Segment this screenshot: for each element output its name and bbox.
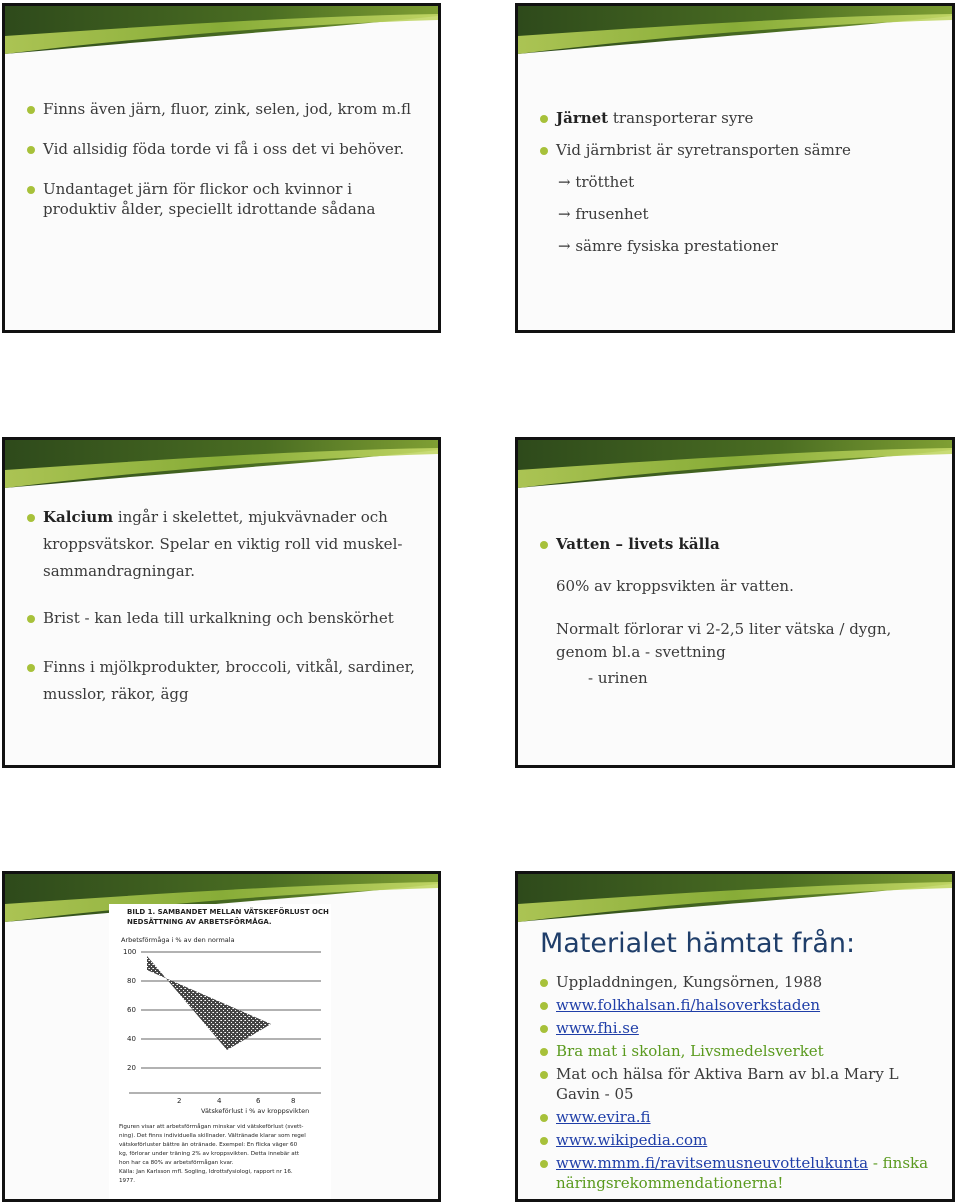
dehydration-figure bbox=[109, 904, 331, 1202]
bullet-dot-icon bbox=[27, 146, 35, 154]
bullet-dot-icon bbox=[27, 186, 35, 194]
source-item bbox=[540, 1107, 936, 1127]
slide-banner bbox=[518, 6, 952, 58]
slide-4 bbox=[515, 437, 955, 768]
bullet-item: Finns i mjölkprodukter, broccoli, vitkål, sardiner, musslor, räkor, ägg bbox=[27, 654, 422, 708]
figure-title: NEDSÄTTNING AV ARBETSFÖRMÅGA. bbox=[127, 918, 272, 926]
slide-body bbox=[540, 108, 936, 268]
svg-text:Figuren visar att arbetsförmåg: Figuren visar att arbetsförmågan minskar vid vätskeförlust (svett- bbox=[119, 1124, 304, 1130]
svg-text:vätskeförluster bättre än oträ: vätskeförluster bättre än otränade. Exempel: En flicka väger 60 bbox=[119, 1142, 298, 1148]
arrow-line: → trötthet bbox=[558, 173, 635, 191]
y-tick-label: 40 bbox=[127, 1035, 136, 1043]
source-link[interactable]: www.folkhalsan.fi/halsoverkstaden bbox=[556, 996, 821, 1014]
bullet-dot-icon bbox=[540, 1114, 548, 1122]
slide-5 bbox=[2, 871, 441, 1202]
slide-banner bbox=[5, 6, 438, 58]
bullet-dot-icon bbox=[540, 115, 548, 123]
source-item bbox=[540, 1018, 936, 1038]
x-axis-label: Vätskeförlust i % av kroppsvikten bbox=[201, 1107, 310, 1115]
arrow-line: → sämre fysiska prestationer bbox=[558, 237, 778, 255]
arrow-right-icon: → bbox=[558, 205, 571, 223]
slide-6 bbox=[515, 871, 955, 1202]
source-link[interactable]: www.evira.fi bbox=[556, 1108, 651, 1126]
figure-caption bbox=[119, 1123, 306, 1184]
svg-text:Källa: Jan Karlsson mfl. Sogli: Källa: Jan Karlsson mfl. Sogling, Idrottsfysiologi, rapport nr 16. bbox=[119, 1169, 293, 1175]
bullet-dot-icon bbox=[27, 664, 35, 672]
slide-body bbox=[540, 928, 936, 1193]
x-tick-label: 2 bbox=[177, 1097, 182, 1105]
bullet-dot-icon bbox=[540, 979, 548, 987]
x-tick-label: 4 bbox=[217, 1097, 222, 1105]
x-tick-label: 6 bbox=[256, 1097, 261, 1105]
arrow-right-icon: → bbox=[558, 237, 571, 255]
bullet-dot-icon bbox=[27, 514, 35, 522]
source-item: Mat och hälsa för Aktiva Barn av bl.a Mary L Gavin - 05 bbox=[540, 1064, 936, 1104]
source-link[interactable]: www.mmm.fi/ravitsemusneuvottelukunta bbox=[556, 1154, 869, 1172]
y-tick-label: 20 bbox=[127, 1064, 136, 1072]
text-line: - urinen bbox=[588, 669, 648, 687]
bullet-dot-icon bbox=[540, 1160, 548, 1168]
bullet-item: Vatten – livets källa bbox=[540, 534, 936, 554]
source-item: www.mmm.fi/ravitsemusneuvottelukunta - finska näringsrekommendationerna! bbox=[540, 1153, 936, 1193]
svg-text:1977.: 1977. bbox=[119, 1178, 136, 1184]
svg-text:kg, förlorar under träning 2%: kg, förlorar under träning 2% av kroppsvikten. Detta innebär att bbox=[119, 1151, 300, 1157]
bullet-item: Undantaget järn för flickor och kvinnor i produktiv ålder, speciellt idrottande sådana bbox=[27, 179, 422, 219]
slide-title: Materialet hämtat från: bbox=[540, 928, 856, 959]
bullet-item: Kalcium ingår i skelettet, mjukvävnader och kroppsvätskor. Spelar en viktig roll vid muskel-sammandragningar. bbox=[27, 504, 422, 585]
svg-text:ning). Det finns individuella: ning). Det finns individuella skillnader. Vältränade klarar som regel bbox=[119, 1133, 306, 1139]
arrow-line: → frusenhet bbox=[558, 205, 649, 223]
bullet-dot-icon bbox=[540, 1137, 548, 1145]
bullet-dot-icon bbox=[540, 147, 548, 155]
bullet-dot-icon bbox=[540, 1071, 548, 1079]
y-tick-label: 80 bbox=[127, 977, 136, 985]
source-item: Uppladdningen, Kungsörnen, 1988 bbox=[540, 972, 936, 992]
bullet-dot-icon bbox=[540, 1048, 548, 1056]
slide-banner bbox=[518, 440, 952, 492]
source-item bbox=[540, 1130, 936, 1150]
figure-title: BILD 1. SAMBANDET MELLAN VÄTSKEFÖRLUST OCH bbox=[127, 908, 329, 916]
source-link[interactable]: www.wikipedia.com bbox=[556, 1131, 708, 1149]
slide-banner bbox=[518, 874, 952, 926]
slide-1 bbox=[2, 3, 441, 333]
slide-2 bbox=[515, 3, 955, 333]
bullet-item: Brist - kan leda till urkalkning och benskörhet bbox=[27, 605, 422, 632]
y-axis-label: Arbetsförmåga i % av den normala bbox=[121, 936, 235, 944]
text-line: 60% av kroppsvikten är vatten. bbox=[556, 577, 794, 595]
slide-banner bbox=[5, 440, 438, 492]
slide-body bbox=[27, 504, 422, 720]
slide-body bbox=[540, 534, 936, 688]
arrow-right-icon: → bbox=[558, 173, 571, 191]
text-line: Normalt förlorar vi 2-2,5 liter vätska / dygn, genom bl.a - svettning bbox=[556, 620, 892, 661]
bullet-dot-icon bbox=[540, 1002, 548, 1010]
y-tick-label: 60 bbox=[127, 1006, 136, 1014]
bullet-dot-icon bbox=[540, 541, 548, 549]
bullet-dot-icon bbox=[27, 615, 35, 623]
source-item bbox=[540, 995, 936, 1015]
bullet-item: Finns även järn, fluor, zink, selen, jod, krom m.fl bbox=[27, 99, 422, 119]
bullet-item: Järnet transporterar syre bbox=[540, 108, 936, 128]
source-link[interactable]: www.fhi.se bbox=[556, 1019, 639, 1037]
bullet-dot-icon bbox=[540, 1025, 548, 1033]
bullet-dot-icon bbox=[27, 106, 35, 114]
source-item: Bra mat i skolan, Livsmedelsverket bbox=[540, 1041, 936, 1061]
y-tick-label: 100 bbox=[123, 948, 137, 956]
slide-3 bbox=[2, 437, 441, 768]
x-tick-label: 8 bbox=[291, 1097, 296, 1105]
performance-cone bbox=[147, 956, 271, 1050]
bullet-item: Vid allsidig föda torde vi få i oss det vi behöver. bbox=[27, 139, 422, 159]
bullet-item: Vid järnbrist är syretransporten sämre bbox=[540, 140, 936, 160]
svg-text:hon har ca 80% av arbetsförmåg: hon har ca 80% av arbetsförmågan kvar. bbox=[119, 1160, 234, 1166]
slide-body bbox=[27, 99, 422, 231]
